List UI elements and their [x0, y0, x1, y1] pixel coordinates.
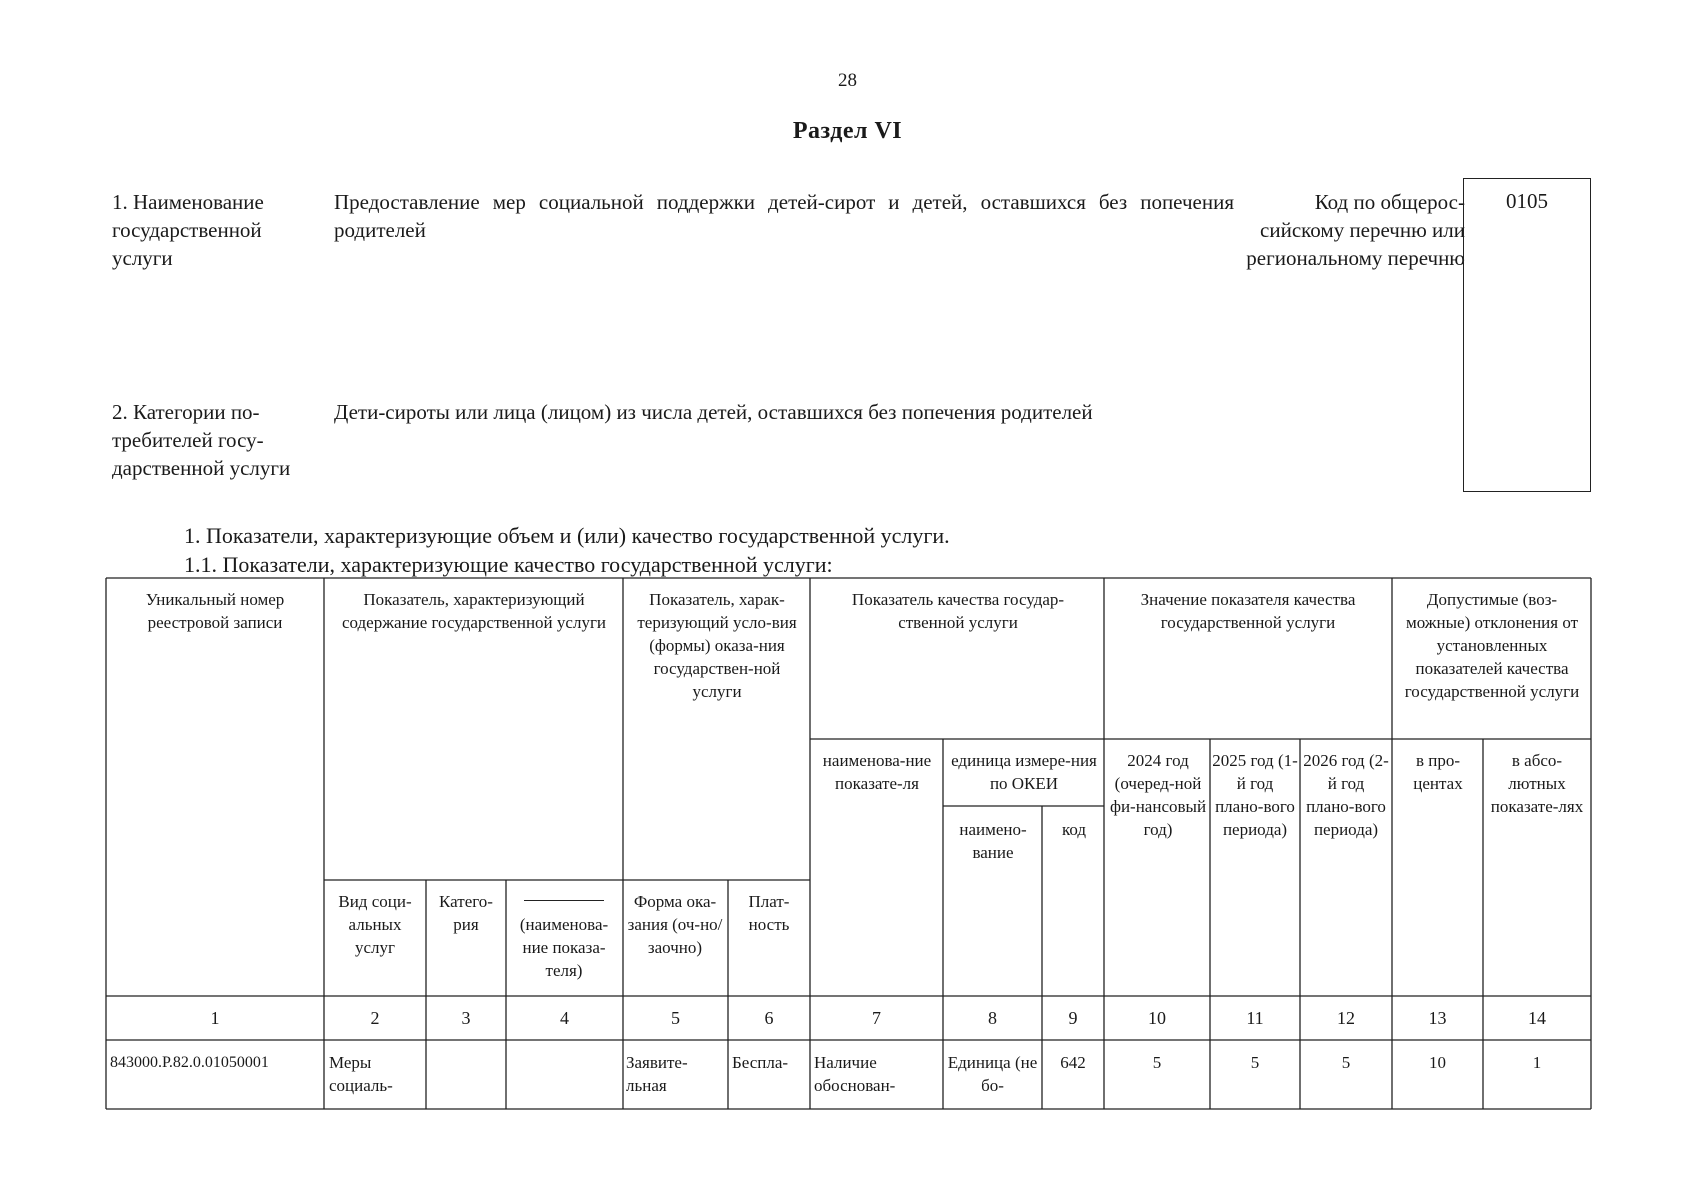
- header-year-2026: 2026 год (2-й год плано-вого периода): [1303, 751, 1389, 839]
- column-number: 9: [1068, 1008, 1078, 1028]
- service-name-value: Предоставление мер социальной поддержки детей-сирот и детей, оставшихся без попечения родителей: [334, 190, 1234, 242]
- column-number: 2: [370, 1008, 380, 1028]
- page-number: 28: [838, 70, 857, 91]
- header-quality-indicator: Показатель качества государ-ственной услуги: [851, 590, 1065, 632]
- column-number: 8: [988, 1008, 997, 1028]
- header-deviations: Допустимые (воз-можные) отклонения от установленных показателей качества государственной услуги: [1404, 590, 1580, 701]
- consumer-category-label: 2. Категории по-требителей госу-дарственной услуги: [112, 400, 291, 480]
- section-title: Раздел VI: [792, 118, 903, 144]
- header-okei-unit: единица измере-ния по ОКЕИ: [951, 751, 1097, 793]
- service-name-label: 1. Наименование государственной услуги: [112, 190, 264, 270]
- header-indicator-name: наименова-ние показате-ля: [822, 751, 932, 793]
- header-content-indicator: Показатель, характеризующий содержание государственной услуги: [341, 590, 607, 632]
- cell-payment: Беспла-: [732, 1053, 789, 1072]
- cell-delivery-form: Заявите-льная: [626, 1053, 688, 1095]
- consumer-category-value: Дети-сироты или лица (лицом) из числа детей, оставшихся без попечения родителей: [334, 400, 1093, 424]
- header-okei-name: наимено-вание: [959, 820, 1027, 862]
- column-number: 4: [560, 1008, 569, 1028]
- column-number: 7: [872, 1008, 881, 1028]
- header-conditions-indicator: Показатель, харак-теризующий усло-вия (формы) оказа-ния государствен-ной услуги: [637, 590, 797, 701]
- header-year-2025: 2025 год (1-й год плано-вого периода): [1212, 751, 1298, 839]
- cell-deviation-absolute: 1: [1532, 1053, 1542, 1072]
- header-social-services-type: Вид соци-альных услуг: [338, 892, 412, 957]
- blank-line: [524, 900, 604, 907]
- column-number: 10: [1148, 1008, 1166, 1028]
- header-unique-number: Уникальный номер реестровой записи: [145, 590, 285, 632]
- header-payment: Плат-ность: [748, 892, 790, 934]
- header-delivery-form: Форма ока-зания (оч-но/заочно): [627, 892, 723, 957]
- cell-quality-indicator-name: Наличие обоснован-: [814, 1053, 896, 1095]
- header-okei-code: код: [1061, 820, 1087, 839]
- header-indicator-name-placeholder: [508, 890, 620, 982]
- cell-okei-name: Единица (не бо-: [947, 1053, 1038, 1095]
- column-number: 11: [1246, 1008, 1264, 1028]
- indicators-heading: 1. Показатели, характеризующие объем и (или) качество государственной услуги.: [184, 523, 950, 548]
- header-category: Катего-рия: [439, 892, 493, 934]
- code-label: Код по общерос-сийскому перечню или региональному перечню: [1246, 190, 1465, 270]
- column-number: 3: [461, 1008, 471, 1028]
- cell-value-2025: 5: [1250, 1053, 1260, 1072]
- cell-value-2026: 5: [1341, 1053, 1351, 1072]
- code-value: 0105: [1506, 189, 1548, 213]
- header-indicator-name-placeholder-text: (наименова-ние показа-теля): [519, 915, 609, 980]
- header-year-2024: 2024 год (очеред-ной фи-нансовый год): [1109, 751, 1207, 839]
- column-number: 13: [1428, 1008, 1447, 1028]
- cell-deviation-percent: 10: [1429, 1053, 1446, 1072]
- quality-indicators-heading: 1.1. Показатели, характеризующие качество государственной услуги:: [184, 552, 833, 577]
- cell-social-services-type: Меры социаль-: [329, 1053, 393, 1095]
- column-number: 6: [764, 1008, 774, 1028]
- header-quality-value: Значение показателя качества государственной услуги: [1140, 590, 1356, 632]
- cell-okei-code: 642: [1060, 1053, 1086, 1072]
- header-in-percent: в про-центах: [1413, 751, 1463, 793]
- column-number: 1: [210, 1008, 220, 1028]
- header-in-absolute: в абсо-лютных показате-лях: [1490, 751, 1584, 816]
- column-number: 12: [1337, 1008, 1355, 1028]
- column-number: 5: [671, 1008, 680, 1028]
- cell-value-2024: 5: [1152, 1053, 1162, 1072]
- column-number: 14: [1528, 1008, 1546, 1028]
- cell-registry-number: 843000.Р.82.0.01050001: [110, 1054, 269, 1071]
